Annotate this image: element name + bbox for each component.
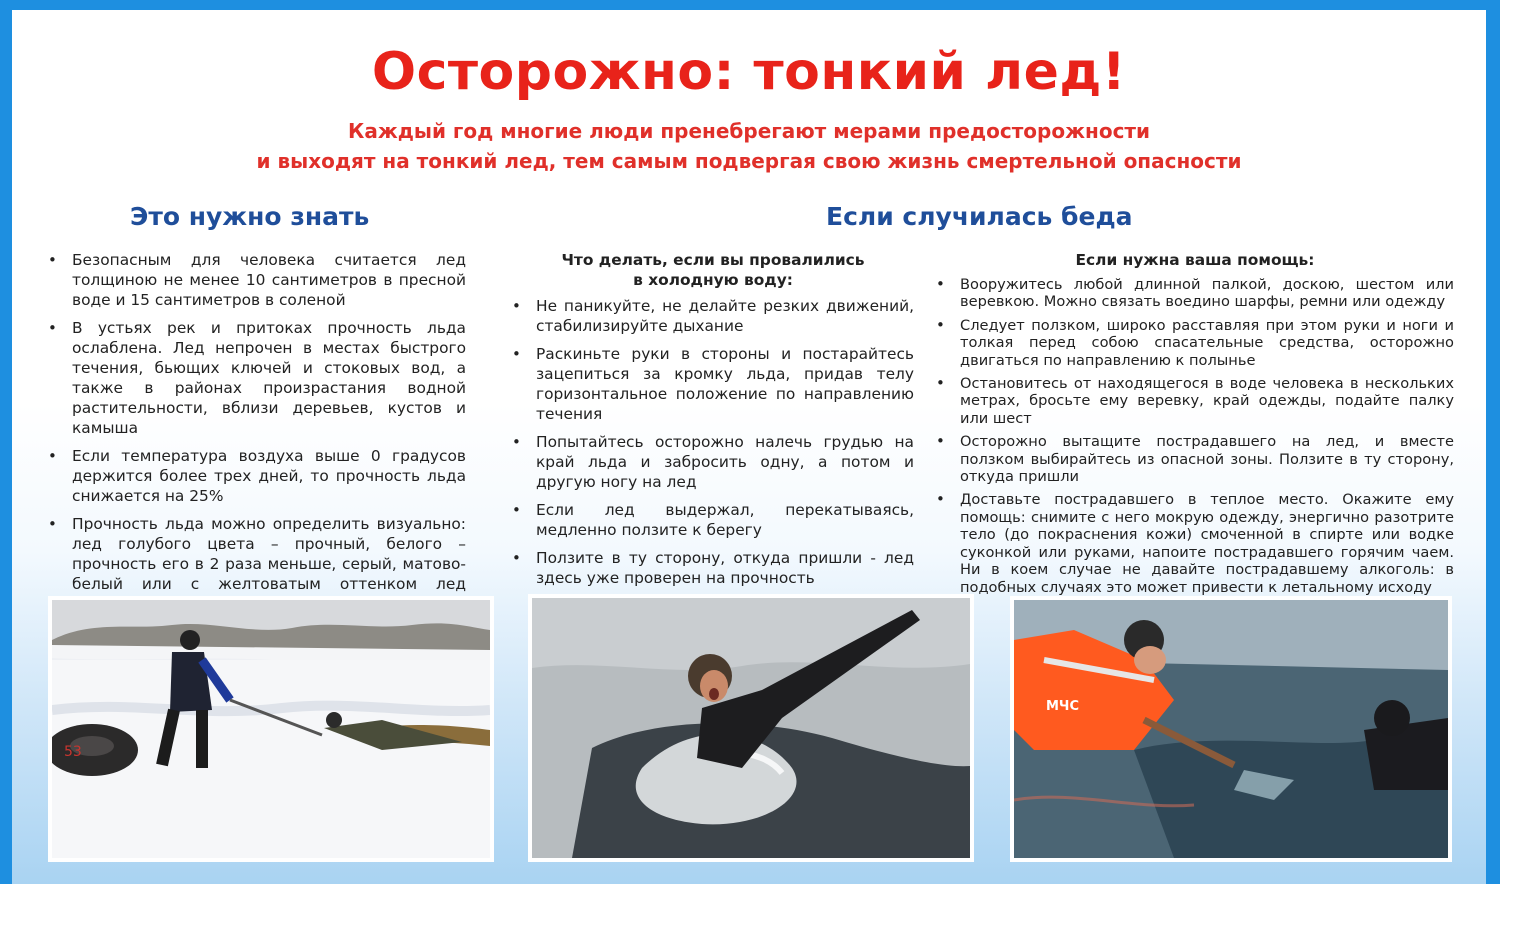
help-item: • Осторожно вытащите пострадавшего на лед, и вместе ползком выбирайтесь из опасной зоны. Ползите в ту сторону, откуда пришли	[936, 433, 1454, 485]
photo-rope-rescue	[48, 596, 494, 862]
fell-through-item: • Не паникуйте, не делайте резких движений, стабилизируйте дыхание	[512, 296, 914, 336]
fell-through-item: • Ползите в ту сторону, откуда пришли - лед здесь уже проверен на прочность	[512, 548, 914, 588]
fell-through-item: • Попытайтесь осторожно налечь грудью на край льда и забросить одну, а потом и другую ногу на лед	[512, 432, 914, 492]
vest-label: МЧС	[1046, 699, 1079, 714]
fell-through-heading-line-1: Что делать, если вы провалились	[561, 251, 865, 269]
help-item: • Вооружитесь любой длинной палкой, доскою, шестом или веревкою. Можно связать воедино шарфы, ремни или одежду	[936, 276, 1454, 311]
photo-man-in-ice-water	[528, 594, 974, 862]
know-item: • В устьях рек и притоках прочность льда ослаблена. Лед непрочен в местах быстрого течения, бьющих ключей и стоковых вод, а также в районах произрастания водной растительности, вблизи деревьев, кустов и камыша	[48, 318, 466, 438]
know-list	[48, 250, 466, 614]
fell-through-item: • Раскиньте руки в стороны и постарайтесь зацепиться за кромку льда, придав телу горизонтальное положение по направлению течения	[512, 344, 914, 424]
tube-label: 53	[64, 744, 82, 760]
help-item: • Доставьте пострадавшего в теплое место. Окажите ему помощь: снимите с него мокрую одежду, энергично разотрите тело (до покраснения кожи) смоченной в спирте или водке суконкой или руками, напоите пострадавшего горячим чаем. Ни в коем случае не давайте пострадавшему алкоголь: в подобных случаях это может привести к летальному исходу	[936, 491, 1454, 595]
know-item: • Если температура воздуха выше 0 градусов держится более трех дней, то прочность льда снижается на 25%	[48, 446, 466, 506]
help-item: • Следует ползком, широко расставляя при этом руки и ноги и толкая перед собою спасательные средства, осторожно двигаться по направлению к полынье	[936, 317, 1454, 369]
fell-through-item: • Если лед выдержал, перекатываясь, медленно ползите к берегу	[512, 500, 914, 540]
know-column	[48, 250, 466, 622]
fell-through-heading	[512, 250, 914, 290]
fell-through-list	[512, 296, 914, 588]
poster-title: Осторожно: тонкий лед!	[371, 42, 1127, 102]
subtitle-line-2: и выходят на тонкий лед, тем самым подвергая свою жизнь смертельной опасности	[256, 149, 1242, 173]
help-column	[936, 250, 1454, 602]
fell-through-heading-line-2: в холодную воду:	[633, 271, 793, 289]
help-heading: Если нужна ваша помощь:	[1075, 251, 1315, 269]
know-item: • Прочность льда можно определить визуально: лед голубого цвета – прочный, белого – прочность его в 2 раза меньше, серый, матово-белый или с желтоватым оттенком лед	[48, 514, 466, 614]
section-heading-know: Это нужно знать	[130, 202, 370, 231]
photo-rescuer-with-pole	[1010, 596, 1452, 862]
poster-subtitle	[12, 116, 1486, 176]
help-list	[936, 276, 1454, 596]
subtitle-line-1: Каждый год многие люди пренебрегают мерами предосторожности	[347, 119, 1151, 143]
fell-through-column	[512, 250, 914, 596]
section-heading-trouble: Если случилась беда	[826, 202, 1133, 231]
help-item: • Остановитесь от находящегося в воде человека в нескольких метрах, бросьте ему веревку, край одежды, подайте палку или шест	[936, 375, 1454, 427]
know-item: • Безопасным для человека считается лед толщиною не менее 10 сантиметров в пресной воде и 15 сантиметров в соленой	[48, 250, 466, 310]
